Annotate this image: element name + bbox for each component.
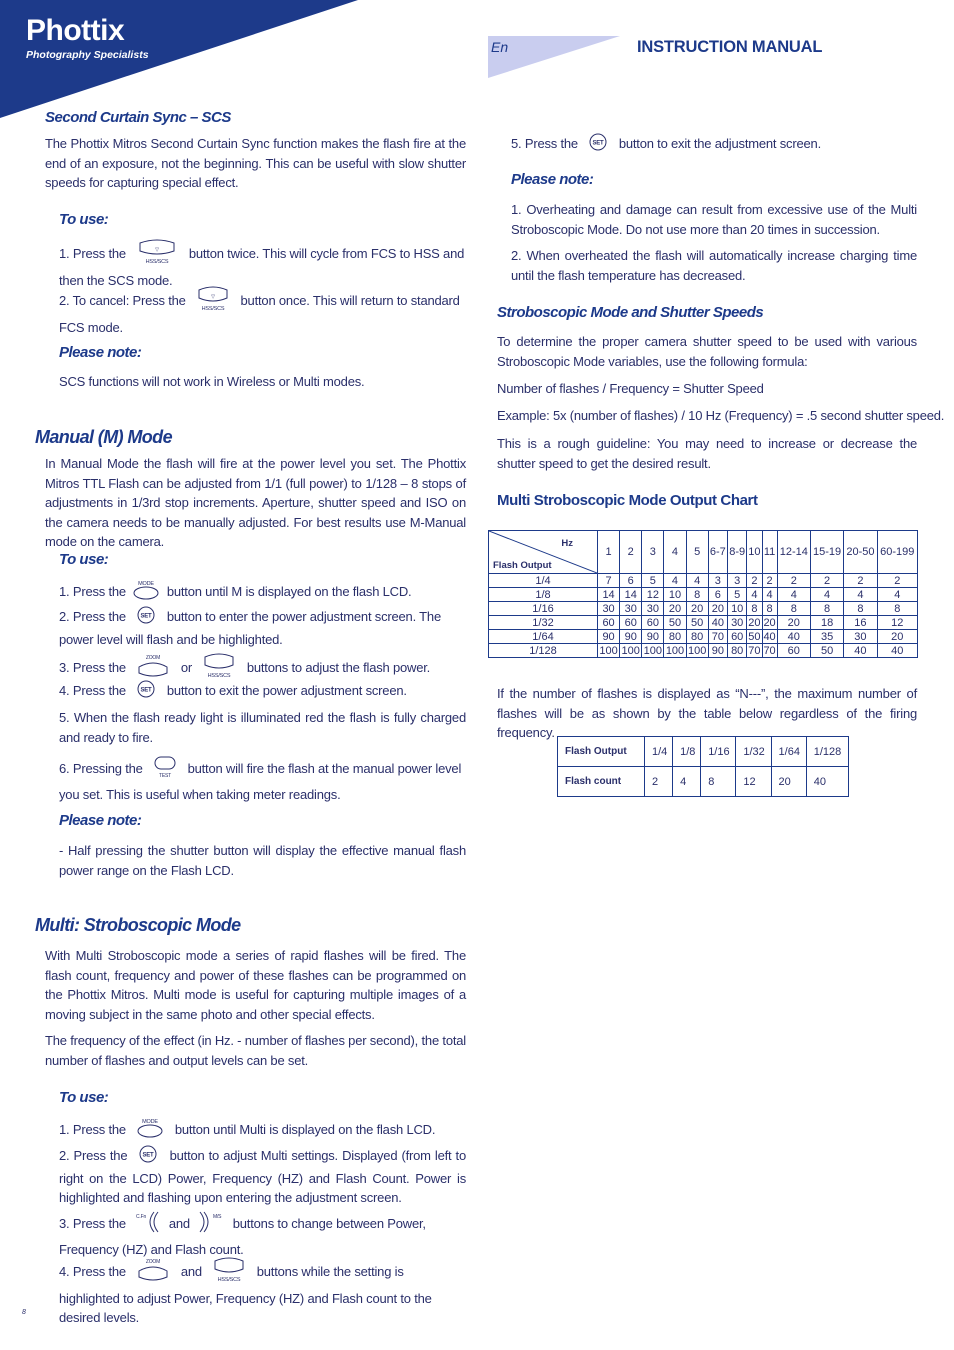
chart-cell: 3 <box>728 574 747 588</box>
chart-cell: 12 <box>877 616 917 630</box>
language-label: En <box>491 39 509 55</box>
chart-cell: 4 <box>777 588 810 602</box>
flash-count-cell: 8 <box>701 767 736 797</box>
chart-cell: 5 <box>728 588 747 602</box>
svg-text:M/S: M/S <box>213 1214 222 1220</box>
chart-cell: 2 <box>844 574 877 588</box>
chart-corner-cell <box>489 531 598 574</box>
multi-step-4: 4. Press the ZOOM and HSS/SCS buttons while the setting is highlighted to adjust Power, Frequency (HZ) and Flash count to the desired levels. <box>59 1259 432 1325</box>
chart-cell: 60 <box>728 630 747 644</box>
mode-button-icon <box>131 579 161 607</box>
chart-row <box>489 574 918 588</box>
flash-output-cell: 1/128 <box>806 737 848 767</box>
chart-corner-bottom: Flash Output <box>493 560 552 571</box>
manual-step-6: 6. Pressing the TEST button will fire the flash at the manual power level you set. This is useful when taking meter readings. <box>59 755 466 804</box>
chart-cell: 4 <box>810 588 843 602</box>
multi-body-1: With Multi Stroboscopic mode a series of rapid flashes will be fired. The flash count, frequency and power of these flashes can be programmed on the Phottix Mitros. Multi mode is useful for capturing multiple images of a moving subject in the same photo and other special effects. <box>45 948 466 1022</box>
chart-row <box>489 616 918 630</box>
manual-body: In Manual Mode the flash will fire at the power level you set. The Phottix Mitros TTL Flash can be adjusted from 1/1 (full power) to 1/128 – 8 stops of adjustments in 1/3rd stop increments. Aperture, shutter speed and ISO on the camera needs to be manually adjusted. For best results use M-Manual mode on the camera. <box>45 456 466 549</box>
chart-output-label: 1/16 <box>489 602 598 616</box>
chart-output-label: 1/4 <box>489 574 598 588</box>
flash-output-cell: 1/8 <box>673 737 701 767</box>
chart-cell: 100 <box>687 644 707 657</box>
chart-cell: 90 <box>642 630 664 644</box>
flash-count-row <box>558 767 849 797</box>
strobo-p3: Example: 5x (number of flashes) / 10 Hz (Frequency) = .5 second shutter speed. <box>497 408 945 423</box>
chart-cell: 20 <box>686 602 708 616</box>
mode-button-icon <box>135 1117 165 1145</box>
chart-cell: 90 <box>708 644 727 658</box>
zoom-button-icon <box>135 1257 171 1289</box>
chart-cell: 10 <box>728 602 747 616</box>
chart-frequency-header: 11 <box>762 531 777 574</box>
chart-cell: 14 <box>620 588 642 602</box>
chart-cell: 18 <box>810 616 843 630</box>
chart-cell: 60 <box>598 616 620 630</box>
multi-step-2: 2. Press the SET button to adjust Multi settings. Displayed (from left to right on the LCD) Power, Frequency (HZ) and Flash Count. Power is highlighted and flashing upon entering the adjustment screen. <box>59 1145 466 1208</box>
chart-cell: 30 <box>642 602 664 616</box>
chart-cell: 4 <box>664 574 686 588</box>
hss-scs-button-icon <box>211 1257 247 1289</box>
chart-cell: 60 <box>642 616 664 630</box>
strobo-p1: To determine the proper camera shutter speed to be used with various Stroboscopic Mode variables, use the following formula: <box>497 334 917 369</box>
chart-frequency-header: 5 <box>686 531 708 574</box>
chart-cell: 40 <box>777 630 810 644</box>
chart-cell: 8 <box>810 602 843 616</box>
multi-to-use: To use: <box>59 1089 109 1106</box>
chart-cell: 100 <box>643 644 663 657</box>
chart-cell: 5 <box>642 574 664 588</box>
svg-text:SET: SET <box>140 687 152 694</box>
chart-cell: 2 <box>762 574 777 588</box>
flash-output-row <box>558 737 849 767</box>
set-button-icon <box>135 606 157 630</box>
chart-cell: 2 <box>777 574 810 588</box>
chart-output-label: 1/64 <box>489 630 598 644</box>
ms-right-button-icon <box>196 1210 226 1240</box>
chart-cell: 70 <box>748 644 761 657</box>
scs-heading: Second Curtain Sync – SCS <box>45 109 231 126</box>
chart-cell: 12 <box>642 588 664 602</box>
svg-text:ZOOM: ZOOM <box>146 655 161 661</box>
hss-scs-button-icon <box>195 286 231 318</box>
chart-cell: 100 <box>621 644 640 657</box>
output-chart-table <box>488 530 918 658</box>
chart-cell: 4 <box>686 574 708 588</box>
logo <box>26 14 149 61</box>
manual-step-4: 4. Press the SET button to exit the power adjustment screen. <box>59 680 466 704</box>
manual-note-title: Please note: <box>59 812 142 829</box>
flash-output-label: Flash Output <box>558 737 645 767</box>
manual-step-5: 5. When the flash ready light is illuminated red the flash is fully charged and ready to fire. <box>59 710 466 745</box>
strobo-p4: This is a rough guideline: You may need to increase or decrease the shutter speed to get the desired result. <box>497 436 917 471</box>
chart-cell: 4 <box>747 588 762 602</box>
chart-cell: 8 <box>747 602 762 616</box>
manual-step-2: 2. Press the SET button to enter the power adjustment screen. The power level will flash and be highlighted. <box>59 606 466 649</box>
chart-cell: 70 <box>763 644 776 657</box>
chart-cell: 4 <box>877 588 917 602</box>
chart-cell: 8 <box>762 602 777 616</box>
chart-frequency-header: 4 <box>664 531 686 574</box>
flash-count-cell: 4 <box>673 767 701 797</box>
scs-step-2: 2. To cancel: Press the ▽ HSS/SCS button once. This will return to standard FCS mode. <box>59 286 466 337</box>
test-button-icon <box>152 755 178 785</box>
chart-cell: 14 <box>598 588 620 602</box>
chart-cell: 4 <box>762 588 777 602</box>
chart-cell: 4 <box>844 588 877 602</box>
flash-count-cell: 12 <box>736 767 771 797</box>
chart-cell: 8 <box>877 602 917 616</box>
chart-frequency-header: 3 <box>642 531 664 574</box>
chart-header-row <box>489 531 918 574</box>
chart-cell: 90 <box>620 630 642 644</box>
manual-heading: Manual (M) Mode <box>35 427 172 447</box>
strobo-heading: Stroboscopic Mode and Shutter Speeds <box>497 304 764 321</box>
multi-heading: Multi: Stroboscopic Mode <box>35 915 241 935</box>
multi-body-2: The frequency of the effect (in Hz. - number of flashes per second), the total number of flashes and output levels can be set. <box>45 1033 466 1068</box>
right-note-2: 2. When overheated the flash will automatically increase charging time until the flash temperature has decreased. <box>511 248 917 283</box>
chart-cell: 60 <box>620 616 642 630</box>
manual-to-use: To use: <box>59 551 109 568</box>
svg-text:TEST: TEST <box>159 773 172 779</box>
cfn-left-button-icon <box>132 1210 162 1240</box>
chart-cell: 3 <box>708 574 727 588</box>
svg-text:MODE: MODE <box>142 1119 159 1125</box>
chart-corner-top: Hz <box>561 538 573 549</box>
chart-cell: 20 <box>877 630 917 644</box>
after-chart-text: If the number of flashes is displayed as “N---”, the maximum number of flashes will be as shown by the table below regardless of the firing frequency. <box>497 686 917 740</box>
scs-step-1: 1. Press the ▽ HSS/SCS button twice. This will cycle from FCS to HSS and then the SCS mode. <box>59 239 466 290</box>
chart-output-label: 1/8 <box>489 588 598 602</box>
chart-cell: 80 <box>728 644 747 658</box>
chart-row <box>489 630 918 644</box>
svg-text:SET: SET <box>140 613 152 620</box>
flash-output-cell: 1/16 <box>701 737 736 767</box>
right-note-1: 1. Overheating and damage can result from excessive use of the Multi Stroboscopic Mode. Do not use more than 20 times in succession. <box>511 202 917 237</box>
chart-cell: 30 <box>844 630 877 644</box>
svg-text:HSS/SCS: HSS/SCS <box>217 1277 241 1283</box>
chart-frequency-header: 8-9 <box>728 531 747 574</box>
svg-text:▽: ▽ <box>155 247 160 253</box>
svg-text:SET: SET <box>592 140 604 147</box>
manual-step-1: 1. Press the MODE button until M is displayed on the flash LCD. <box>59 579 466 607</box>
chart-frequency-header: 6-7 <box>708 531 727 574</box>
scs-note-title: Please note: <box>59 344 142 361</box>
right-note-title: Please note: <box>511 171 594 188</box>
chart-frequency-header: 60-199 <box>877 531 917 574</box>
chart-cell: 80 <box>686 630 708 644</box>
manual-step-3: 3. Press the ZOOM or HSS/SCS buttons to adjust the flash power. <box>59 653 466 685</box>
chart-cell: 70 <box>708 630 727 644</box>
right-step-5: 5. Press the SET button to exit the adjustment screen. <box>511 133 917 157</box>
svg-text:HSS/SCS: HSS/SCS <box>201 306 225 312</box>
manual-note: - Half pressing the shutter button will display the effective manual flash power range on the Flash LCD. <box>59 843 466 878</box>
chart-cell: 20 <box>777 616 810 630</box>
chart-cell: 30 <box>728 616 747 630</box>
chart-cell: 80 <box>664 630 686 644</box>
chart-cell: 20 <box>763 616 776 629</box>
chart-cell: 50 <box>748 630 761 643</box>
flash-count-cell: 40 <box>806 767 848 797</box>
multi-step-1: 1. Press the MODE button until Multi is displayed on the flash LCD. <box>59 1117 466 1145</box>
flash-output-cell: 1/32 <box>736 737 771 767</box>
chart-cell: 16 <box>844 616 877 630</box>
chart-cell: 50 <box>664 616 686 630</box>
flash-count-cell: 20 <box>771 767 806 797</box>
svg-text:HSS/SCS: HSS/SCS <box>208 673 231 679</box>
svg-text:C.Fn: C.Fn <box>136 1214 147 1220</box>
chart-row <box>489 588 918 602</box>
chart-cell: 7 <box>598 574 620 588</box>
scs-to-use: To use: <box>59 211 109 228</box>
flash-output-cell: 1/64 <box>771 737 806 767</box>
chart-cell: 8 <box>686 588 708 602</box>
chart-cell: 20 <box>664 602 686 616</box>
chart-heading: Multi Stroboscopic Mode Output Chart <box>497 492 758 509</box>
chart-frequency-header: 20-50 <box>844 531 877 574</box>
chart-cell: 90 <box>598 630 620 644</box>
flash-count-table <box>557 736 849 797</box>
chart-cell: 20 <box>708 602 727 616</box>
svg-text:▽: ▽ <box>211 294 215 300</box>
svg-text:HSS/SCS: HSS/SCS <box>146 259 169 265</box>
chart-cell: 8 <box>844 602 877 616</box>
chart-cell: 8 <box>777 602 810 616</box>
chart-output-label: 1/128 <box>489 644 598 658</box>
chart-cell: 10 <box>664 588 686 602</box>
set-button-icon <box>137 1145 159 1169</box>
multi-step-3: 3. Press the C.Fn and M/S buttons to change between Power, Frequency (HZ) and Flash count. <box>59 1210 466 1259</box>
chart-cell: 2 <box>877 574 917 588</box>
flash-count-label: Flash count <box>558 767 645 797</box>
svg-text:ZOOM: ZOOM <box>146 1259 161 1265</box>
chart-cell: 2 <box>810 574 843 588</box>
chart-cell: 20 <box>748 616 761 629</box>
chart-cell: 6 <box>708 588 727 602</box>
set-button-icon <box>135 680 157 704</box>
chart-cell: 6 <box>620 574 642 588</box>
chart-cell: 30 <box>620 602 642 616</box>
page-number: 8 <box>22 1309 26 1316</box>
chart-cell: 50 <box>810 644 843 658</box>
chart-frequency-header: 1 <box>598 531 620 574</box>
scs-body: The Phottix Mitros Second Curtain Sync function makes the flash fire at the end of an exposure, not the beginning. This can be useful with slow shutter speeds for capturing special effect. <box>45 136 466 190</box>
set-button-icon <box>587 133 609 157</box>
svg-text:MODE: MODE <box>138 581 155 587</box>
logo-tagline: Photography Specialists <box>26 49 149 61</box>
chart-frequency-header: 2 <box>620 531 642 574</box>
logo-text: Phottix <box>26 14 125 47</box>
chart-frequency-header: 10 <box>747 531 762 574</box>
chart-cell: 40 <box>877 644 917 658</box>
chart-cell: 40 <box>708 616 727 630</box>
chart-cell: 100 <box>599 644 618 657</box>
chart-row <box>489 602 918 616</box>
strobo-p2: Number of flashes / Frequency = Shutter Speed <box>497 381 764 396</box>
chart-cell: 35 <box>810 630 843 644</box>
chart-cell: 60 <box>777 644 810 658</box>
chart-cell: 40 <box>763 630 776 643</box>
chart-frequency-header: 15-19 <box>810 531 843 574</box>
manual-title: INSTRUCTION MANUAL <box>637 38 823 56</box>
chart-output-label: 1/32 <box>489 616 598 630</box>
chart-cell: 40 <box>844 644 877 658</box>
scs-note: SCS functions will not work in Wireless or Multi modes. <box>59 374 365 389</box>
chart-frequency-header: 12-14 <box>777 531 810 574</box>
chart-cell: 100 <box>665 644 685 657</box>
flash-count-cell: 2 <box>645 767 673 797</box>
svg-text:SET: SET <box>142 1152 155 1159</box>
chart-row <box>489 644 918 658</box>
chart-cell: 2 <box>747 574 762 588</box>
chart-cell: 50 <box>686 616 708 630</box>
chart-cell: 30 <box>598 602 620 616</box>
hss-scs-button-icon <box>135 239 179 271</box>
flash-output-cell: 1/4 <box>645 737 673 767</box>
